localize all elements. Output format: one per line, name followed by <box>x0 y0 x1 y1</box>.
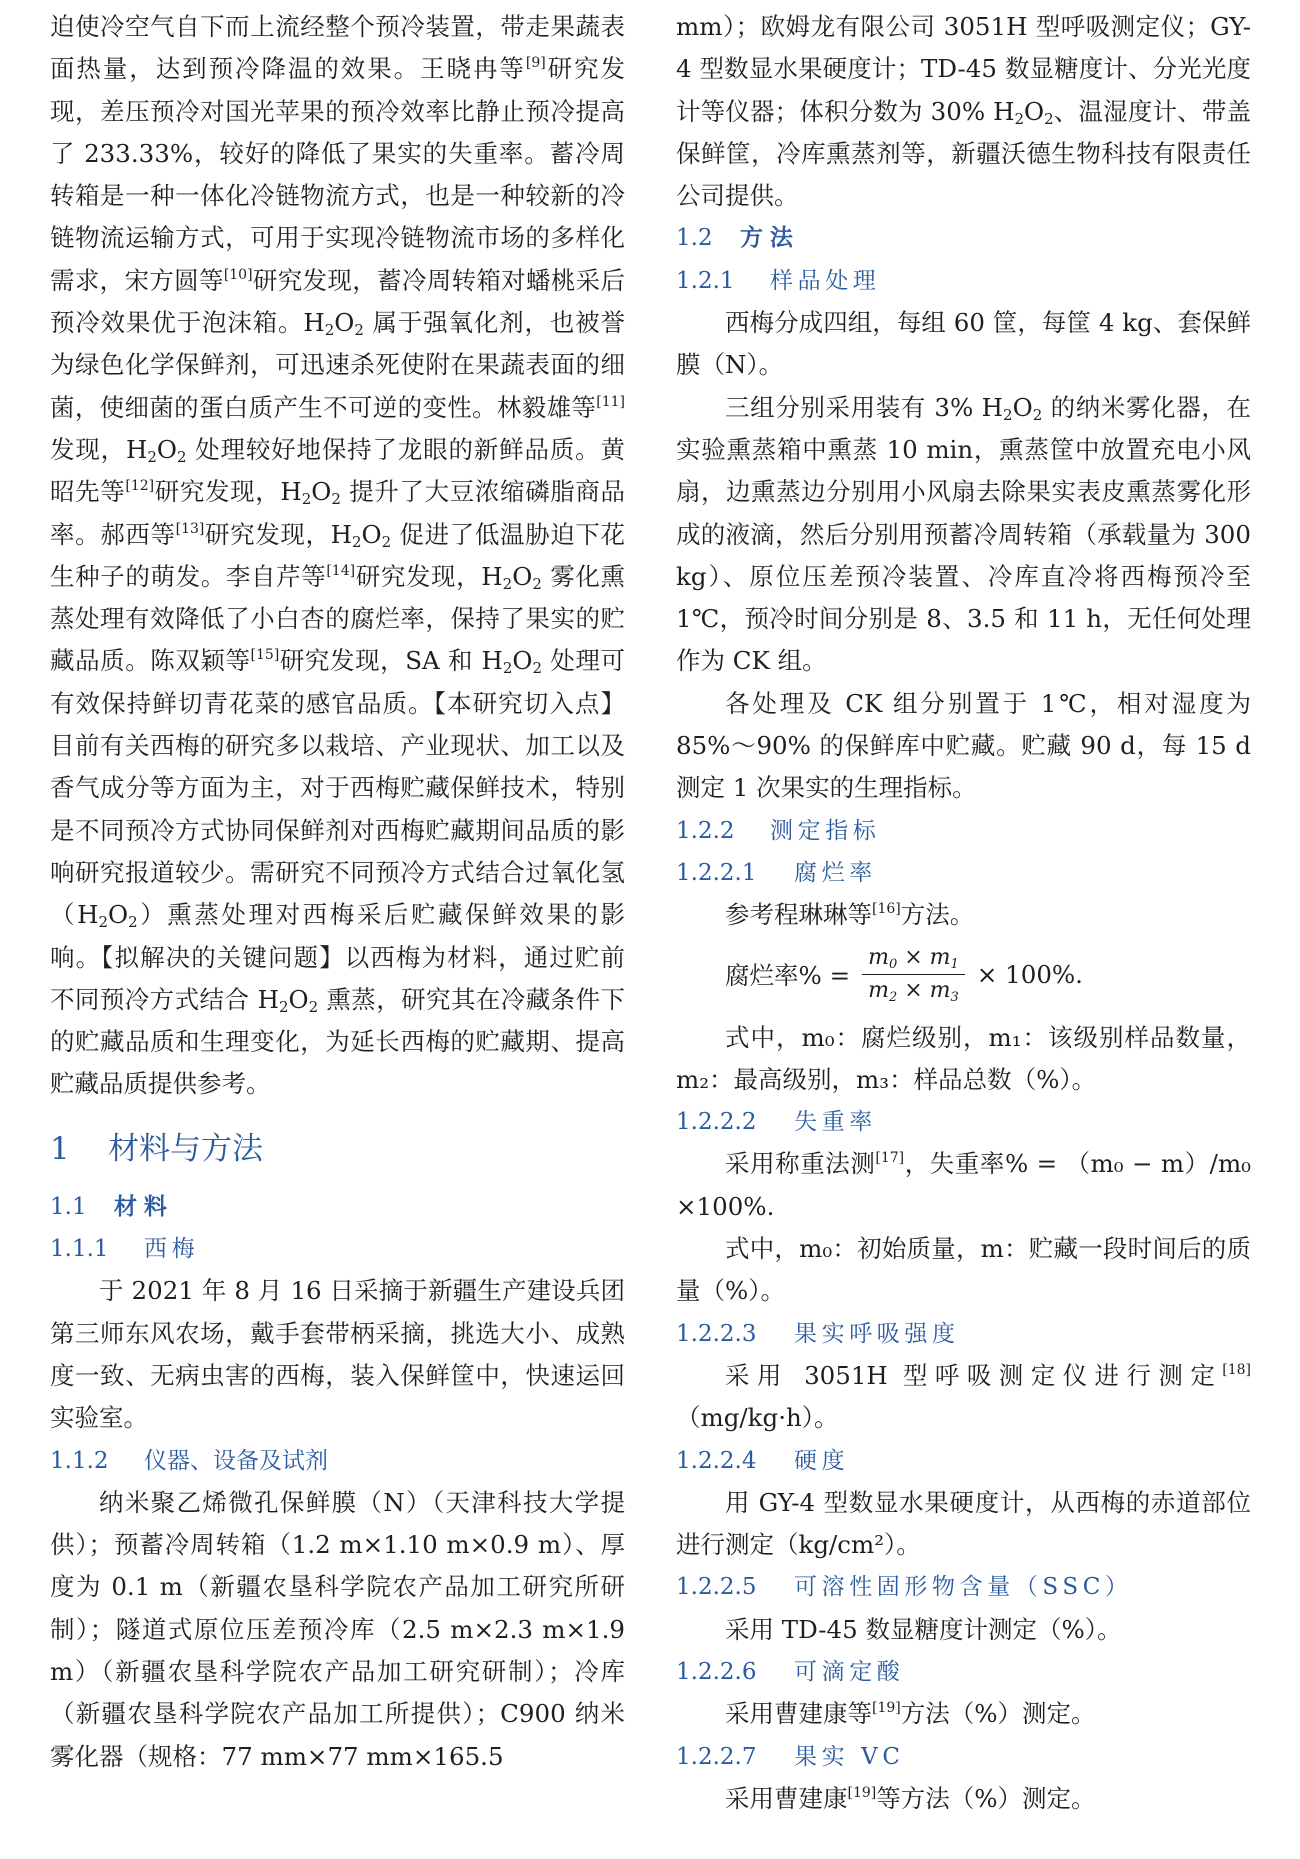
citation: [16] <box>872 901 901 918</box>
section-heading-1-1-1: 1.1.1 西梅 <box>50 1236 200 1263</box>
firmness-paragraph: 用 GY-4 型数显水果硬度计，从西梅的赤道部位进行测定（kg/cm²）。 <box>676 1487 1251 1560</box>
instruments-paragraph-continued: mm）；欧姆龙有限公司 3051H 型呼吸测定仪；GY-4 型数显水果硬度计；TD-45 数显糖度计、分光光度计等仪器；体积分数为 30% $H_2O_2$、温湿度计、带盖保鲜筐，冷库熏蒸剂等，新疆沃德生物科技有限责任公司提供。 <box>676 12 1252 211</box>
ssc-paragraph: 采用 TD-45 数显糖度计测定（%）。 <box>725 1614 1122 1644</box>
section-heading-1-2-2: 1.2.2 测定指标 <box>676 817 881 844</box>
weight-loss-paragraph: 采用称重法测[17]，失重率% = （m₀ − m）/m₀ ×100%. <box>676 1149 1251 1221</box>
respiration-paragraph: 采用 3051H 型呼吸测定仪进行测定[18]（mg/kg·h）。 <box>676 1360 1251 1433</box>
section-heading-1-2-2-5: 1.2.2.5 可溶性固形物含量（SSC） <box>676 1574 1133 1601</box>
section-heading-1-2-2-4: 1.2.2.4 硬度 <box>676 1447 850 1474</box>
section-heading-1-2-2-2: 1.2.2.2 失重率 <box>676 1109 877 1136</box>
citation: [13] <box>175 520 205 537</box>
citation: [9] <box>525 55 546 72</box>
citation: [19] <box>872 1700 901 1717</box>
vitamin-c-paragraph: 采用曹建康[19]等方法（%）测定。 <box>725 1783 1096 1813</box>
sample-treatment-paragraph: 西梅分成四组，每组 60 筐，每筐 4 kg、套保鲜膜（N）。 <box>676 308 1251 380</box>
materials-paragraph: 于 2021 年 8 月 16 日采摘于新疆生产建设兵团第三师东风农场，戴手套带柄采摘，挑选大小、成熟度一致、无病虫害的西梅，装入保鲜筐中，快速运回实验室。 <box>50 1276 625 1433</box>
citation: [19] <box>847 1784 877 1801</box>
section-heading-1-2-2-6: 1.2.2.6 可滴定酸 <box>676 1658 905 1685</box>
citation: [14] <box>326 562 356 579</box>
fumigation-paragraph: 三组分别采用装有 3% $H_2O_2$ 的纳米雾化器，在实验熏蒸箱中熏蒸 10 min，熏蒸筐中放置充电小风扇，边熏蒸边分别用小风扇去除果实表皮熏蒸雾化形成的液滴，然后分别用预蓄冷周转箱（承载量为 300 kg）、原位压差预冷装置、冷库直冷将西梅预冷至 1℃，预冷时间分别是 8、3.5 和 11 h，无任何处理作为 CK 组。 <box>676 392 1252 676</box>
weight-loss-note: 式中，m₀：初始质量，m：贮藏一段时间后的质量（%）。 <box>676 1234 1251 1306</box>
section-heading-1-2-2-7: 1.2.2.7 果实 VC <box>676 1743 905 1770</box>
section-heading-1-1: 1.1 材料 <box>50 1192 174 1220</box>
titratable-acid-paragraph: 采用曹建康等[19]方法（%）测定。 <box>725 1699 1096 1729</box>
decay-rate-formula: 腐烂率% = $\frac{m_0 \times m_1}{m_2 \times m_3}$ × 100%. <box>725 945 1083 1006</box>
right-column <box>676 6 1251 1820</box>
storage-paragraph: 各处理及 CK 组分别置于 1℃，相对湿度为 85%～90% 的保鲜库中贮藏。贮藏 90 d，每 15 d 测定 1 次果实的生理指标。 <box>676 688 1251 803</box>
intro-paragraph: 迫使冷空气自下而上流经整个预冷装置，带走果蔬表面热量，达到预冷降温的效果。王晓冉等[9]研究发现，差压预冷对国光苹果的预冷效率比静止预冷提高了 233.33%，较好的降低了果实的失重率。蓄冷周转箱是一种一体化冷链物流方式，也是一种较新的冷链物流运输方式，可用于实现冷链物流市场的多样化需求，宋方圆等[10]研究发现，蓄冷周转箱对蟠桃采后预冷效果优于泡沫箱。$H_2O_2$ 属于强氧化剂，也被誉为绿色化学保鲜剂，可迅速杀死使附在果蔬表面的细菌，使细菌的蛋白质产生不可逆的变性。林毅雄等[11]发现，$H_2O_2$ 处理较好地保持了龙眼的新鲜品质。黄昭先等[12]研究发现，$H_2O_2$ 提升了大豆浓缩磷脂商品率。郝西等[13]研究发现，$H_2O_2$ 促进了低温胁迫下花生种子的萌发。李自芹等[14]研究发现，$H_2O_2$ 雾化熏蒸处理有效降低了小白杏的腐烂率，保持了果实的贮藏品质。陈双颖等[15]研究发现，SA 和 $H_2O_2$ 处理可有效保持鲜切青花菜的感官品质。【本研究切入点】目前有关西梅的研究多以栽培、产业现状、加工以及香气成分等方面为主，对于西梅贮藏保鲜技术，特别是不同预冷方式协同保鲜剂对西梅贮藏期间品质的影响研究报道较少。需研究不同预冷方式结合过氧化氢$(H_2O_2)$熏蒸处理对西梅采后贮藏保鲜效果的影响。【拟解决的关键问题】以西梅为材料，通过贮前不同预冷方式结合 $H_2O_2$ 熏蒸，研究其在冷藏条件下的贮藏品质和生理变化，为延长西梅的贮藏期、提高贮藏品质提供参考。 <box>50 12 626 1099</box>
citation: [11] <box>596 393 625 410</box>
citation: [17] <box>875 1150 905 1167</box>
decay-rate-paragraph: 参考程琳琳等[16]方法。 <box>725 900 975 930</box>
citation: [15] <box>250 647 280 664</box>
citation: [12] <box>125 478 155 495</box>
section-heading-1-2-1: 1.2.1 样品处理 <box>676 267 881 294</box>
section-heading-1-2: 1.2 方法 <box>676 224 800 252</box>
section-heading-1-2-2-3: 1.2.2.3 果实呼吸强度 <box>676 1320 960 1347</box>
left-column <box>50 6 625 1778</box>
decay-rate-note: 式中，m₀：腐烂级别，m₁：该级别样品数量，m₂：最高级别，m₃：样品总数（%）。 <box>676 1022 1251 1094</box>
section-heading-1: 1 材料与方法 <box>50 1130 263 1167</box>
instruments-paragraph: 纳米聚乙烯微孔保鲜膜（N）（天津科技大学提供）；预蓄冷周转箱（1.2 m×1.10 m×0.9 m）、厚度为 0.1 m（新疆农垦科学院农产品加工研究所研制）；隧道式原位压差预冷库（2.5 m×2.3 m×1.9 m）（新疆农垦科学院农产品加工研究研制）；冷库（新疆农垦科学院农产品加工所提供）；C900 纳米雾化器（规格：77 mm×77 mm×165.5 <box>50 1487 625 1771</box>
formula-fraction: $\frac{m_0 \times m_1}{m_2 \times m_3}$ <box>862 944 965 1005</box>
section-heading-1-1-2: 1.1.2 仪器、设备及试剂 <box>50 1447 328 1474</box>
citation: [18] <box>1222 1361 1251 1378</box>
citation: [10] <box>223 266 253 283</box>
section-heading-1-2-2-1: 1.2.2.1 腐烂率 <box>676 859 877 886</box>
